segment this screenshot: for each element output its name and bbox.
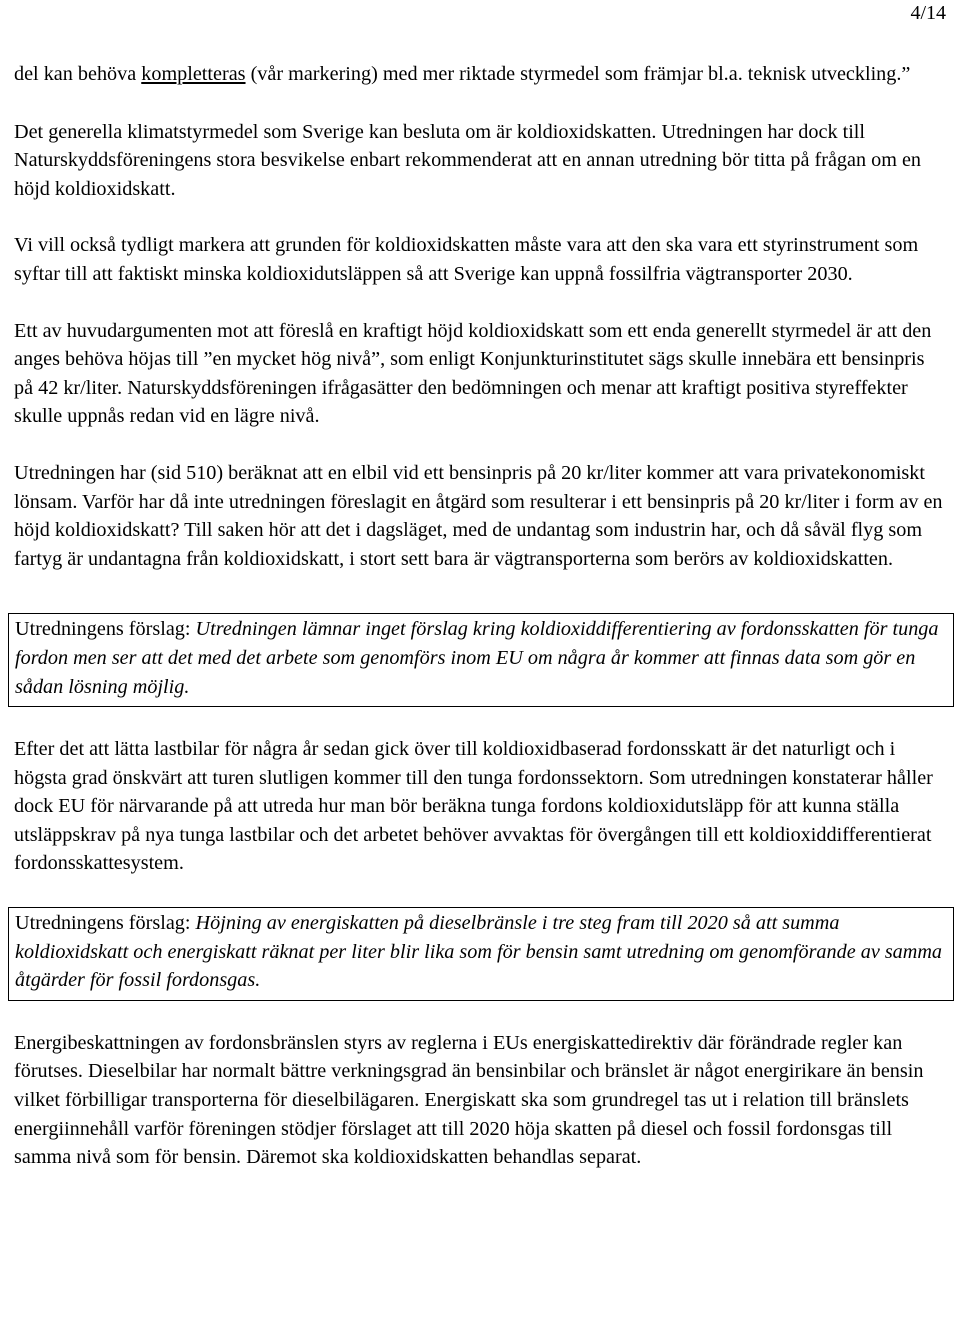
paragraph-7: Energibeskattningen av fordonsbränslen styrs av reglerna i EUs energiskattedirektiv där förändrade regler kan förutses. Dieselbilar har normalt bättre verkningsgrad än bensinbilar och bränslet är något energirikare än bensin vilket förbilligar transporterna för dieselbilägaren. Energiskatt ska som grundregel tas ut i relation till bränslets energiinnehåll varför föreningen stödjer förslaget att till 2020 höja skatten på diesel och fossil fordonsgas till samma nivå som för bensin. Däremot ska koldioxidskatten behandlas separat. [14, 1031, 924, 1169]
document-body [14, 60, 944, 1172]
paragraph-2: Det generella klimatstyrmedel som Sverige kan besluta om är koldioxidskatten. Utredningen har dock till Naturskyddsföreningens stora besvikelse enbart rekommenderat att en annan utredning bör titta på frågan om en höjd koldioxidskatt. [14, 120, 922, 200]
paragraph-4: Ett av huvudargumenten mot att föreslå en kraftigt höjd koldioxidskatt som ett enda generellt styrmedel är att den anges behöva höjas till ”en mycket hög nivå”, som enligt Konjunkturinstitutet sägs skulle innebära ett bensinpris på 42 kr/liter. Naturskyddsföreningen ifrågasätter den bedömningen och menar att kraftigt positiva styreffekter skulle uppnås redan vid en lägre nivå. [14, 319, 932, 428]
proposal-box-2 [8, 907, 954, 1001]
paragraph-6: Efter det att lätta lastbilar för några år sedan gick över till koldioxidbaserad fordonsskatt är det naturligt och i högsta grad önskvärt att turen slutligen kommer till den tunga fordonssektorn. Som utredningen konstaterar håller dock EU för närvarande på att utreda hur man bör beräkna tunga fordons koldioxidutsläpp för att kunna ställa utsläppskrav på nya tunga lastbilar och det arbetet behöver avvaktas för övergången till ett koldioxiddifferentierat fordonsskattesystem. [14, 738, 933, 875]
proposal-text: Höjning av energiskatten på dieselbränsle i tre steg fram till 2020 så att summa koldioxidskatt och energiskatt räknat per liter blir lika som för bensin samt utredning om genomförande av samma åtgärder för fossil fordonsgas. [15, 912, 943, 992]
proposal-box-1 [8, 613, 954, 707]
proposal-label: Utredningens förslag: [15, 912, 196, 935]
paragraph-1: del kan behöva kompletteras (vår markering) med mer riktade styrmedel som främjar bl.a. teknisk utveckling.” [14, 63, 911, 85]
proposal-text: Utredningen lämnar inget förslag kring koldioxiddifferentiering av fordonsskatten för tunga fordon men ser att det med det arbete som genomförs inom EU om några år kommer att finnas data som gör en sådan lösning möjlig. [15, 618, 939, 698]
page-number: 4/14 [910, 2, 946, 24]
paragraph-5: Utredningen har (sid 510) beräknat att en elbil vid ett bensinpris på 20 kr/liter kommer att vara privatekonomiskt lönsam. Varför har då inte utredningen föreslagit en åtgärd som resulterar i ett bensinpris på 20 kr/liter i form av en höjd koldioxidskatt? Till saken hör att det i dagsläget, med de undantag som industrin har, och då såväl flyg som fartyg är undantagna från koldioxidskatt, i stort sett bara är vägtransporterna som berörs av koldioxidskatten. [14, 461, 943, 570]
proposal-label: Utredningens förslag: [15, 618, 196, 641]
underlined-word: kompletteras [141, 63, 246, 85]
paragraph-3: Vi vill också tydligt markera att grunden för koldioxidskatten måste vara att den ska vara ett styrinstrument som syftar till att faktiskt minska koldioxidutsläppen så att Sverige kan uppnå fossilfria vägtransporter 2030. [14, 234, 919, 285]
